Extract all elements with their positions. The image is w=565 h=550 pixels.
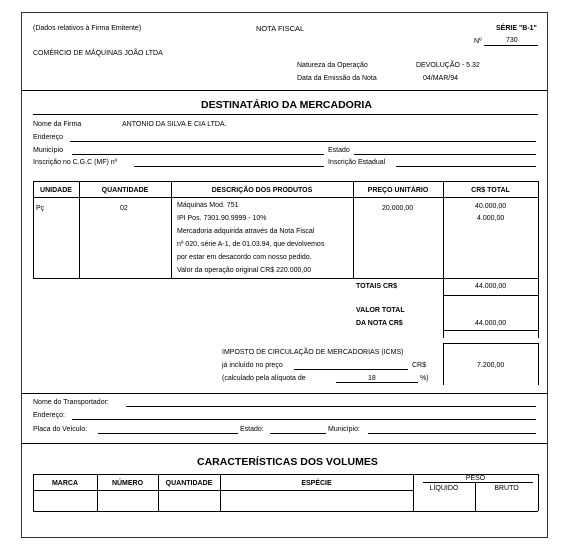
- item-total: 4.000,00: [477, 215, 505, 222]
- carrier-name-label: Nome do Transportador:: [33, 399, 109, 406]
- col-header-species: ESPÉCIE: [301, 480, 332, 487]
- carrier-city-label: Município:: [328, 426, 360, 433]
- totals-value: 44.000,00: [475, 283, 507, 290]
- icms-col-line: [538, 343, 539, 385]
- col-header-quantity: QUANTIDADE: [165, 480, 213, 487]
- totals-label: TOTAIS CR$: [356, 283, 397, 290]
- carrier-state-line: [270, 433, 326, 434]
- icms-currency: CR$: [412, 362, 427, 369]
- icms-rate-line: [336, 382, 418, 383]
- series-label: SÉRIE "B-1": [496, 25, 537, 32]
- table-col-line: [538, 181, 539, 278]
- carrier-address-label: Endereço:: [33, 412, 65, 419]
- grand-total-label: VALOR TOTAL: [356, 307, 405, 314]
- emitter-label: (Dados relativos à Firma Emitente): [33, 25, 142, 32]
- col-header-description: DESCRIÇÃO DOS PRODUTOS: [211, 187, 313, 194]
- table-bottom-border: [33, 278, 538, 279]
- item-description-line: Mercadoria adquirida através da Nota Fiscal: [177, 228, 315, 235]
- issue-date-label: Data da Emissão da Nota: [297, 75, 377, 82]
- net-weight-label: LÍQUIDO: [429, 485, 459, 492]
- table-top-border: [33, 181, 538, 182]
- icms-percent: %): [420, 375, 429, 382]
- item-description-line: IPI Pos. 7301.90.9999 - 10%: [177, 215, 267, 222]
- recipient-cgc-label: Inscrição no C.G.C (MF) nº: [33, 159, 118, 166]
- col-header-total: CR$ TOTAL: [471, 187, 510, 194]
- cgc-line: [134, 166, 324, 167]
- carrier-name-line: [126, 406, 536, 407]
- divider: [443, 295, 538, 296]
- table-col-line: [443, 181, 444, 278]
- volumes-table-bottom-border: [33, 511, 538, 512]
- divider: [443, 343, 538, 344]
- company-name: COMÉRCIO DE MÁQUINAS JOÃO LTDA: [33, 50, 163, 57]
- table-header-border: [33, 197, 538, 198]
- issue-date-value: 04/MAR/94: [423, 75, 459, 82]
- icms-rate-label: (calculado pela alíquota de: [222, 375, 306, 382]
- gross-weight-label: BRUTO: [494, 485, 519, 492]
- grand-total-label: DA NOTA CR$: [356, 320, 403, 327]
- col-header-quantity: QUANTIDADE: [101, 187, 149, 194]
- number-underline: [484, 45, 538, 46]
- table-col-line: [79, 181, 80, 278]
- recipient-state-label: Estado: [328, 147, 350, 154]
- table-col-line: [33, 181, 34, 278]
- item-description-line: nº 020, série A-1, de 01.03.94, que devolvemos: [177, 241, 325, 248]
- number-label: Nº: [474, 38, 482, 45]
- volumes-section-title: CARACTERÍSTICAS DOS VOLUMES: [197, 456, 378, 468]
- col-header-number: NÚMERO: [111, 480, 144, 487]
- divider: [21, 443, 548, 444]
- recipient-state-reg-label: Inscrição Estadual: [328, 159, 386, 166]
- col-header-unit: UNIDADE: [40, 187, 72, 194]
- doc-title: NOTA FISCAL: [256, 24, 305, 33]
- city-line: [72, 154, 324, 155]
- table-col-line: [353, 181, 354, 278]
- table-col-line: [171, 181, 172, 278]
- volumes-col-line: [538, 474, 539, 511]
- divider: [21, 393, 548, 394]
- state-line: [354, 154, 536, 155]
- carrier-state-label: Estado:: [240, 426, 264, 433]
- item-description-line: Máquinas Mod. 751: [177, 202, 239, 209]
- recipient-section-title: DESTINATÁRIO DA MERCADORIA: [201, 99, 372, 111]
- totals-col-line: [538, 278, 539, 338]
- weight-divider: [423, 482, 533, 483]
- divider: [443, 330, 538, 331]
- operation-label: Natureza da Operação: [297, 62, 368, 69]
- operation-value: DEVOLUÇÃO - 5.32: [416, 62, 480, 69]
- recipient-name-label: Nome da Firma: [33, 121, 82, 128]
- item-total: 40.000,00: [475, 203, 507, 210]
- totals-col-line: [443, 278, 444, 338]
- state-reg-line: [396, 166, 536, 167]
- item-unit-price: 20.000,00: [382, 205, 414, 212]
- divider: [21, 90, 548, 91]
- carrier-address-line: [72, 419, 536, 420]
- address-line: [70, 141, 536, 142]
- recipient-name-value: ANTONIO DA SILVA E CIA LTDA.: [122, 121, 227, 128]
- vehicle-plate-line: [98, 433, 238, 434]
- divider: [33, 114, 538, 115]
- recipient-address-label: Endereço: [33, 134, 63, 141]
- icms-included-line: [294, 369, 408, 370]
- col-header-unit-price: PREÇO UNITÁRIO: [367, 187, 429, 194]
- recipient-city-label: Município: [33, 147, 63, 154]
- icms-included-label: já incluído no preço: [222, 362, 283, 369]
- volumes-header-border: [33, 490, 413, 491]
- vehicle-plate-label: Placa do Veículo:: [33, 426, 88, 433]
- icms-col-line: [443, 343, 444, 385]
- col-header-brand: MARCA: [51, 480, 79, 487]
- item-quantity: 02: [120, 205, 128, 212]
- carrier-city-line: [368, 433, 536, 434]
- icms-value: 7.200,00: [477, 362, 505, 369]
- icms-title: IMPOSTO DE CIRCULAÇÃO DE MERCADORIAS (ICMS): [222, 349, 404, 356]
- item-description-line: por estar em desacordo com nosso pedido.: [177, 254, 312, 261]
- icms-rate: 18: [368, 375, 376, 382]
- item-unit: Pç: [36, 205, 45, 212]
- item-description-line: Valor da operação original CR$ 220.000,00: [177, 267, 312, 274]
- grand-total-value: 44.000,00: [475, 320, 507, 327]
- weight-label: PESO: [465, 475, 486, 482]
- number-value: 730: [506, 37, 518, 44]
